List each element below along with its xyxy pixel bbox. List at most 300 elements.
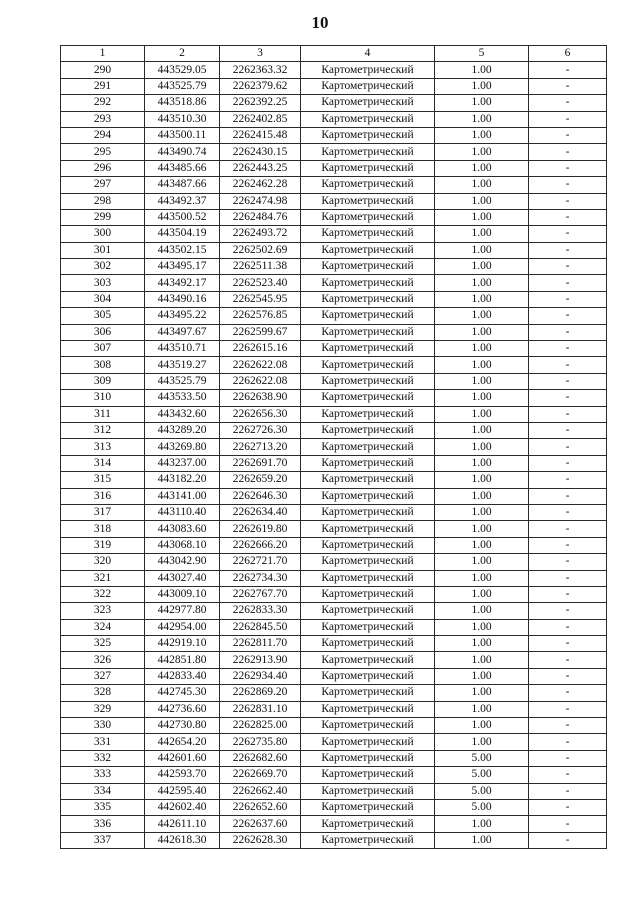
column-header-1: 1 (61, 46, 145, 62)
y-coordinate-cell: 2262721.70 (220, 554, 301, 570)
note-cell: - (529, 259, 607, 275)
method-cell: Картометрический (301, 685, 435, 701)
y-coordinate-cell: 2262656.30 (220, 406, 301, 422)
y-coordinate-cell: 2262831.10 (220, 701, 301, 717)
accuracy-cell: 1.00 (435, 390, 529, 406)
method-cell: Картометрический (301, 586, 435, 602)
note-cell: - (529, 799, 607, 815)
table-row (61, 209, 607, 225)
header-row (61, 46, 607, 62)
method-cell: Картометрический (301, 668, 435, 684)
x-coordinate-cell: 443141.00 (145, 488, 220, 504)
point-number-cell: 332 (61, 750, 145, 766)
note-cell: - (529, 357, 607, 373)
x-coordinate-cell: 443009.10 (145, 586, 220, 602)
point-number-cell: 309 (61, 373, 145, 389)
method-cell: Картометрический (301, 455, 435, 471)
accuracy-cell: 1.00 (435, 160, 529, 176)
note-cell: - (529, 521, 607, 537)
note-cell: - (529, 373, 607, 389)
y-coordinate-cell: 2262682.60 (220, 750, 301, 766)
table-row (61, 537, 607, 553)
table-row (61, 291, 607, 307)
x-coordinate-cell: 443529.05 (145, 62, 220, 78)
x-coordinate-cell: 443083.60 (145, 521, 220, 537)
point-number-cell: 335 (61, 799, 145, 815)
y-coordinate-cell: 2262825.00 (220, 718, 301, 734)
x-coordinate-cell: 443237.00 (145, 455, 220, 471)
y-coordinate-cell: 2262622.08 (220, 373, 301, 389)
note-cell: - (529, 193, 607, 209)
table-row (61, 488, 607, 504)
accuracy-cell: 1.00 (435, 603, 529, 619)
note-cell: - (529, 95, 607, 111)
method-cell: Картометрический (301, 799, 435, 815)
point-number-cell: 300 (61, 226, 145, 242)
table-row (61, 783, 607, 799)
y-coordinate-cell: 2262619.80 (220, 521, 301, 537)
point-number-cell: 301 (61, 242, 145, 258)
y-coordinate-cell: 2262659.20 (220, 472, 301, 488)
y-coordinate-cell: 2262811.70 (220, 636, 301, 652)
x-coordinate-cell: 443042.90 (145, 554, 220, 570)
x-coordinate-cell: 442618.30 (145, 832, 220, 848)
note-cell: - (529, 668, 607, 684)
y-coordinate-cell: 2262669.70 (220, 767, 301, 783)
x-coordinate-cell: 443525.79 (145, 373, 220, 389)
accuracy-cell: 1.00 (435, 586, 529, 602)
method-cell: Картометрический (301, 373, 435, 389)
point-number-cell: 316 (61, 488, 145, 504)
accuracy-cell: 1.00 (435, 636, 529, 652)
table-row (61, 652, 607, 668)
y-coordinate-cell: 2262652.60 (220, 799, 301, 815)
note-cell: - (529, 455, 607, 471)
method-cell: Картометрический (301, 636, 435, 652)
x-coordinate-cell: 443500.11 (145, 127, 220, 143)
method-cell: Картометрический (301, 439, 435, 455)
table-row (61, 308, 607, 324)
y-coordinate-cell: 2262462.28 (220, 177, 301, 193)
y-coordinate-cell: 2262734.30 (220, 570, 301, 586)
accuracy-cell: 1.00 (435, 668, 529, 684)
note-cell: - (529, 111, 607, 127)
x-coordinate-cell: 443027.40 (145, 570, 220, 586)
note-cell: - (529, 652, 607, 668)
y-coordinate-cell: 2262934.40 (220, 668, 301, 684)
point-number-cell: 328 (61, 685, 145, 701)
method-cell: Картометрический (301, 357, 435, 373)
note-cell: - (529, 832, 607, 848)
note-cell: - (529, 406, 607, 422)
note-cell: - (529, 701, 607, 717)
note-cell: - (529, 209, 607, 225)
point-number-cell: 313 (61, 439, 145, 455)
method-cell: Картометрический (301, 504, 435, 520)
accuracy-cell: 5.00 (435, 799, 529, 815)
table-row (61, 95, 607, 111)
note-cell: - (529, 439, 607, 455)
accuracy-cell: 1.00 (435, 209, 529, 225)
note-cell: - (529, 341, 607, 357)
note-cell: - (529, 783, 607, 799)
y-coordinate-cell: 2262833.30 (220, 603, 301, 619)
accuracy-cell: 1.00 (435, 455, 529, 471)
method-cell: Картометрический (301, 62, 435, 78)
method-cell: Картометрический (301, 95, 435, 111)
x-coordinate-cell: 443518.86 (145, 95, 220, 111)
accuracy-cell: 1.00 (435, 144, 529, 160)
point-number-cell: 325 (61, 636, 145, 652)
method-cell: Картометрический (301, 619, 435, 635)
note-cell: - (529, 816, 607, 832)
x-coordinate-cell: 442919.10 (145, 636, 220, 652)
table-row (61, 767, 607, 783)
table-row (61, 422, 607, 438)
table-row (61, 504, 607, 520)
note-cell: - (529, 275, 607, 291)
method-cell: Картометрический (301, 291, 435, 307)
table-row (61, 242, 607, 258)
y-coordinate-cell: 2262392.25 (220, 95, 301, 111)
x-coordinate-cell: 443504.19 (145, 226, 220, 242)
accuracy-cell: 1.00 (435, 816, 529, 832)
note-cell: - (529, 422, 607, 438)
accuracy-cell: 1.00 (435, 685, 529, 701)
table-row (61, 619, 607, 635)
y-coordinate-cell: 2262767.70 (220, 586, 301, 602)
table-row (61, 816, 607, 832)
y-coordinate-cell: 2262545.95 (220, 291, 301, 307)
note-cell: - (529, 177, 607, 193)
table-row (61, 373, 607, 389)
accuracy-cell: 1.00 (435, 259, 529, 275)
note-cell: - (529, 324, 607, 340)
point-number-cell: 327 (61, 668, 145, 684)
point-number-cell: 302 (61, 259, 145, 275)
note-cell: - (529, 291, 607, 307)
note-cell: - (529, 488, 607, 504)
accuracy-cell: 1.00 (435, 226, 529, 242)
x-coordinate-cell: 443490.74 (145, 144, 220, 160)
method-cell: Картометрический (301, 734, 435, 750)
method-cell: Картометрический (301, 767, 435, 783)
method-cell: Картометрический (301, 537, 435, 553)
method-cell: Картометрический (301, 324, 435, 340)
note-cell: - (529, 767, 607, 783)
method-cell: Картометрический (301, 390, 435, 406)
x-coordinate-cell: 442833.40 (145, 668, 220, 684)
point-number-cell: 305 (61, 308, 145, 324)
x-coordinate-cell: 442611.10 (145, 816, 220, 832)
point-number-cell: 317 (61, 504, 145, 520)
accuracy-cell: 1.00 (435, 701, 529, 717)
accuracy-cell: 1.00 (435, 832, 529, 848)
y-coordinate-cell: 2262691.70 (220, 455, 301, 471)
accuracy-cell: 1.00 (435, 488, 529, 504)
table-row (61, 668, 607, 684)
point-number-cell: 315 (61, 472, 145, 488)
accuracy-cell: 1.00 (435, 95, 529, 111)
table-row (61, 193, 607, 209)
y-coordinate-cell: 2262735.80 (220, 734, 301, 750)
accuracy-cell: 1.00 (435, 193, 529, 209)
accuracy-cell: 5.00 (435, 767, 529, 783)
accuracy-cell: 1.00 (435, 324, 529, 340)
table-row (61, 439, 607, 455)
x-coordinate-cell: 443490.16 (145, 291, 220, 307)
column-header-4: 4 (301, 46, 435, 62)
y-coordinate-cell: 2262845.50 (220, 619, 301, 635)
accuracy-cell: 5.00 (435, 750, 529, 766)
y-coordinate-cell: 2262713.20 (220, 439, 301, 455)
method-cell: Картометрический (301, 472, 435, 488)
table-row (61, 472, 607, 488)
x-coordinate-cell: 443432.60 (145, 406, 220, 422)
x-coordinate-cell: 442654.20 (145, 734, 220, 750)
method-cell: Картометрический (301, 78, 435, 94)
note-cell: - (529, 390, 607, 406)
method-cell: Картометрический (301, 177, 435, 193)
y-coordinate-cell: 2262666.20 (220, 537, 301, 553)
x-coordinate-cell: 443485.66 (145, 160, 220, 176)
table-row (61, 799, 607, 815)
y-coordinate-cell: 2262622.08 (220, 357, 301, 373)
point-number-cell: 294 (61, 127, 145, 143)
method-cell: Картометрический (301, 652, 435, 668)
method-cell: Картометрический (301, 160, 435, 176)
note-cell: - (529, 619, 607, 635)
accuracy-cell: 5.00 (435, 783, 529, 799)
x-coordinate-cell: 442745.30 (145, 685, 220, 701)
column-header-2: 2 (145, 46, 220, 62)
table-row (61, 275, 607, 291)
method-cell: Картометрический (301, 422, 435, 438)
accuracy-cell: 1.00 (435, 373, 529, 389)
x-coordinate-cell: 442601.60 (145, 750, 220, 766)
accuracy-cell: 1.00 (435, 521, 529, 537)
accuracy-cell: 1.00 (435, 406, 529, 422)
point-number-cell: 299 (61, 209, 145, 225)
x-coordinate-cell: 442595.40 (145, 783, 220, 799)
x-coordinate-cell: 443269.80 (145, 439, 220, 455)
accuracy-cell: 1.00 (435, 78, 529, 94)
note-cell: - (529, 160, 607, 176)
y-coordinate-cell: 2262662.40 (220, 783, 301, 799)
column-header-3: 3 (220, 46, 301, 62)
y-coordinate-cell: 2262523.40 (220, 275, 301, 291)
point-number-cell: 322 (61, 586, 145, 602)
accuracy-cell: 1.00 (435, 275, 529, 291)
x-coordinate-cell: 443068.10 (145, 537, 220, 553)
table-row (61, 685, 607, 701)
table-row (61, 832, 607, 848)
x-coordinate-cell: 443533.50 (145, 390, 220, 406)
method-cell: Картометрический (301, 718, 435, 734)
note-cell: - (529, 472, 607, 488)
x-coordinate-cell: 442977.80 (145, 603, 220, 619)
point-number-cell: 318 (61, 521, 145, 537)
note-cell: - (529, 537, 607, 553)
x-coordinate-cell: 443487.66 (145, 177, 220, 193)
note-cell: - (529, 62, 607, 78)
coordinates-table (60, 45, 607, 849)
y-coordinate-cell: 2262502.69 (220, 242, 301, 258)
y-coordinate-cell: 2262443.25 (220, 160, 301, 176)
y-coordinate-cell: 2262474.98 (220, 193, 301, 209)
x-coordinate-cell: 443519.27 (145, 357, 220, 373)
note-cell: - (529, 144, 607, 160)
accuracy-cell: 1.00 (435, 734, 529, 750)
x-coordinate-cell: 443510.71 (145, 341, 220, 357)
accuracy-cell: 1.00 (435, 62, 529, 78)
point-number-cell: 311 (61, 406, 145, 422)
method-cell: Картометрический (301, 570, 435, 586)
y-coordinate-cell: 2262379.62 (220, 78, 301, 94)
x-coordinate-cell: 443500.52 (145, 209, 220, 225)
accuracy-cell: 1.00 (435, 619, 529, 635)
x-coordinate-cell: 442593.70 (145, 767, 220, 783)
point-number-cell: 333 (61, 767, 145, 783)
y-coordinate-cell: 2262637.60 (220, 816, 301, 832)
point-number-cell: 298 (61, 193, 145, 209)
method-cell: Картометрический (301, 832, 435, 848)
note-cell: - (529, 603, 607, 619)
point-number-cell: 330 (61, 718, 145, 734)
point-number-cell: 306 (61, 324, 145, 340)
table-body (61, 62, 607, 849)
method-cell: Картометрический (301, 259, 435, 275)
accuracy-cell: 1.00 (435, 357, 529, 373)
point-number-cell: 329 (61, 701, 145, 717)
y-coordinate-cell: 2262493.72 (220, 226, 301, 242)
method-cell: Картометрический (301, 521, 435, 537)
table-row (61, 144, 607, 160)
note-cell: - (529, 570, 607, 586)
x-coordinate-cell: 443502.15 (145, 242, 220, 258)
point-number-cell: 295 (61, 144, 145, 160)
note-cell: - (529, 78, 607, 94)
note-cell: - (529, 127, 607, 143)
x-coordinate-cell: 442736.60 (145, 701, 220, 717)
table-row (61, 586, 607, 602)
note-cell: - (529, 718, 607, 734)
accuracy-cell: 1.00 (435, 554, 529, 570)
x-coordinate-cell: 443110.40 (145, 504, 220, 520)
accuracy-cell: 1.00 (435, 422, 529, 438)
table-row (61, 62, 607, 78)
accuracy-cell: 1.00 (435, 472, 529, 488)
method-cell: Картометрический (301, 783, 435, 799)
method-cell: Картометрический (301, 209, 435, 225)
table-row (61, 78, 607, 94)
accuracy-cell: 1.00 (435, 718, 529, 734)
accuracy-cell: 1.00 (435, 439, 529, 455)
accuracy-cell: 1.00 (435, 127, 529, 143)
x-coordinate-cell: 443495.17 (145, 259, 220, 275)
accuracy-cell: 1.00 (435, 504, 529, 520)
point-number-cell: 337 (61, 832, 145, 848)
point-number-cell: 307 (61, 341, 145, 357)
note-cell: - (529, 242, 607, 258)
method-cell: Картометрический (301, 111, 435, 127)
y-coordinate-cell: 2262599.67 (220, 324, 301, 340)
point-number-cell: 323 (61, 603, 145, 619)
y-coordinate-cell: 2262363.32 (220, 62, 301, 78)
method-cell: Картометрический (301, 275, 435, 291)
note-cell: - (529, 308, 607, 324)
point-number-cell: 290 (61, 62, 145, 78)
accuracy-cell: 1.00 (435, 242, 529, 258)
x-coordinate-cell: 443510.30 (145, 111, 220, 127)
column-header-5: 5 (435, 46, 529, 62)
point-number-cell: 334 (61, 783, 145, 799)
table-row (61, 701, 607, 717)
method-cell: Картометрический (301, 816, 435, 832)
table-row (61, 111, 607, 127)
point-number-cell: 304 (61, 291, 145, 307)
accuracy-cell: 1.00 (435, 537, 529, 553)
method-cell: Картометрический (301, 341, 435, 357)
y-coordinate-cell: 2262634.40 (220, 504, 301, 520)
accuracy-cell: 1.00 (435, 308, 529, 324)
y-coordinate-cell: 2262415.48 (220, 127, 301, 143)
point-number-cell: 321 (61, 570, 145, 586)
point-number-cell: 292 (61, 95, 145, 111)
point-number-cell: 310 (61, 390, 145, 406)
point-number-cell: 314 (61, 455, 145, 471)
y-coordinate-cell: 2262615.16 (220, 341, 301, 357)
point-number-cell: 324 (61, 619, 145, 635)
note-cell: - (529, 504, 607, 520)
note-cell: - (529, 554, 607, 570)
table-row (61, 341, 607, 357)
method-cell: Картометрический (301, 308, 435, 324)
point-number-cell: 320 (61, 554, 145, 570)
method-cell: Картометрический (301, 226, 435, 242)
accuracy-cell: 1.00 (435, 111, 529, 127)
table-row (61, 160, 607, 176)
x-coordinate-cell: 442954.00 (145, 619, 220, 635)
accuracy-cell: 1.00 (435, 570, 529, 586)
table-row (61, 406, 607, 422)
x-coordinate-cell: 443182.20 (145, 472, 220, 488)
method-cell: Картометрический (301, 144, 435, 160)
table-row (61, 177, 607, 193)
y-coordinate-cell: 2262402.85 (220, 111, 301, 127)
y-coordinate-cell: 2262913.90 (220, 652, 301, 668)
table-row (61, 357, 607, 373)
table-row (61, 226, 607, 242)
column-header-6: 6 (529, 46, 607, 62)
table-header (61, 46, 607, 62)
note-cell: - (529, 734, 607, 750)
x-coordinate-cell: 442851.80 (145, 652, 220, 668)
note-cell: - (529, 750, 607, 766)
point-number-cell: 312 (61, 422, 145, 438)
x-coordinate-cell: 442730.80 (145, 718, 220, 734)
y-coordinate-cell: 2262576.85 (220, 308, 301, 324)
y-coordinate-cell: 2262869.20 (220, 685, 301, 701)
accuracy-cell: 1.00 (435, 652, 529, 668)
x-coordinate-cell: 443289.20 (145, 422, 220, 438)
table-row (61, 324, 607, 340)
point-number-cell: 291 (61, 78, 145, 94)
method-cell: Картометрический (301, 701, 435, 717)
table-row (61, 718, 607, 734)
x-coordinate-cell: 442602.40 (145, 799, 220, 815)
y-coordinate-cell: 2262430.15 (220, 144, 301, 160)
